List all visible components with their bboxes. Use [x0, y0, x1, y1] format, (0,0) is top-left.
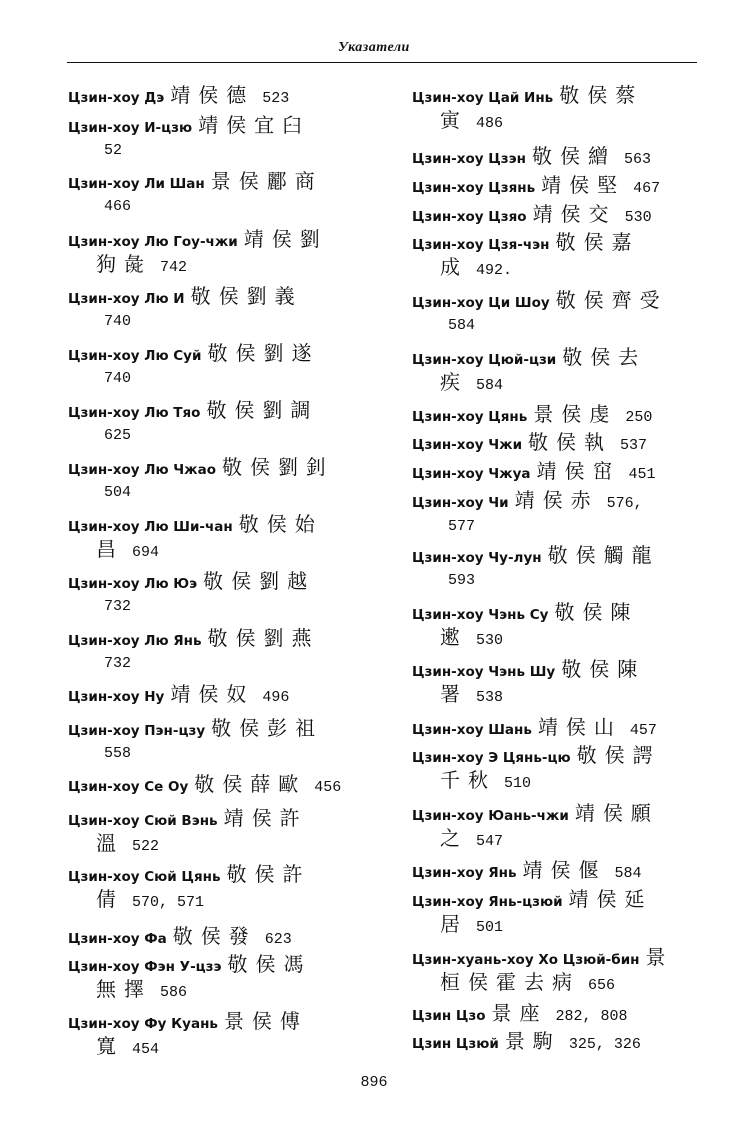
entry-characters: 靖侯窋	[536, 459, 621, 483]
entry-name: Цзин-хоу Лю Чжао	[68, 462, 217, 478]
entry-characters: 靖侯宜臼	[198, 113, 311, 137]
entry-continuation	[412, 769, 661, 795]
entry-name: Цзин-хоу Се Оу	[68, 779, 189, 795]
entry-continuation	[68, 253, 328, 279]
entry-page-ref: 732	[104, 598, 132, 615]
index-entry	[68, 84, 289, 110]
entry-name: Цзин-хоу Цзя-чэн	[412, 237, 550, 253]
entry-characters-cont: 遬	[440, 625, 468, 649]
entry-page-ref: 530	[476, 632, 504, 649]
entry-page-ref: 623	[264, 931, 292, 948]
index-entry	[412, 431, 647, 457]
entry-characters: 敬侯劉燕	[207, 626, 320, 650]
index-entry	[412, 946, 673, 997]
entry-characters: 敬侯許	[226, 862, 311, 886]
entry-characters: 靖侯堅	[541, 173, 626, 197]
entry-page-ref: 325, 326	[568, 1036, 641, 1053]
entry-characters: 敬侯觸龍	[547, 543, 660, 567]
entry-page-ref: 282, 808	[555, 1008, 628, 1025]
entry-name: Цзин Цзюй	[412, 1036, 499, 1052]
entry-page-ref: 593	[448, 572, 476, 589]
index-entry	[412, 601, 638, 652]
entry-page-ref: 523	[262, 90, 290, 107]
entry-continuation	[68, 310, 303, 333]
entry-name: Цзин-хоу Чи	[412, 495, 509, 511]
entry-name: Цзин-хоу Э Цянь-цю	[412, 750, 571, 766]
entry-page-ref: 52	[104, 142, 123, 159]
entry-page-ref: 656	[588, 977, 616, 994]
entry-characters: 靖侯奴	[170, 682, 255, 706]
entry-continuation	[68, 978, 312, 1004]
entry-name: Цзин-хоу Ну	[68, 689, 165, 705]
index-entry	[412, 346, 646, 397]
entry-page-ref: 625	[104, 427, 132, 444]
entry-page-ref: 576,	[606, 495, 643, 512]
entry-name: Цзин-хоу Лю Тяо	[68, 405, 201, 421]
entry-name: Цзин-хоу Янь	[412, 865, 517, 881]
index-entry	[412, 174, 660, 200]
entry-characters: 靖侯許	[223, 806, 308, 830]
entry-characters-cont: 狗彘	[96, 252, 152, 276]
entry-characters: 靖侯德	[170, 83, 255, 107]
entry-page-ref: 563	[623, 151, 651, 168]
index-entry	[68, 863, 311, 914]
entry-characters-cont: 昌	[96, 537, 124, 561]
entry-name: Цзин-хоу Цай Инь	[412, 90, 554, 106]
entry-name: Цзин-хоу Дэ	[68, 90, 165, 106]
entry-page-ref: 466	[104, 198, 132, 215]
entry-characters: 敬侯繒	[531, 144, 616, 168]
entry-page-ref: 584	[614, 865, 642, 882]
entry-characters-cont: 千秋	[440, 768, 496, 792]
index-entry	[412, 460, 656, 486]
index-entry	[68, 285, 303, 333]
entry-characters-cont: 署	[440, 682, 468, 706]
entry-characters: 敬侯蔡	[559, 83, 644, 107]
entry-page-ref: 510	[504, 775, 532, 792]
entry-continuation	[412, 569, 660, 592]
entry-page-ref: 584	[476, 377, 504, 394]
entry-continuation	[412, 256, 639, 282]
entry-characters: 敬侯劉調	[206, 398, 319, 422]
entry-name: Цзин-хоу Пэн-цзу	[68, 723, 206, 739]
entry-characters-cont: 倩	[96, 887, 124, 911]
index-entry	[412, 859, 642, 885]
entry-name: Цзин-хоу Чжи	[412, 437, 523, 453]
index-entry	[68, 228, 328, 279]
entry-name: Цзин-хоу Ли Шан	[68, 176, 205, 192]
index-entry	[412, 888, 653, 939]
entry-page-ref: 522	[132, 838, 160, 855]
index-entry	[68, 807, 308, 858]
index-entry	[412, 489, 643, 538]
entry-page-ref: 456	[314, 779, 342, 796]
index-entry	[412, 1002, 628, 1028]
entry-characters: 敬侯劉越	[203, 569, 316, 593]
entry-characters: 敬侯諤	[576, 743, 661, 767]
entry-continuation	[68, 652, 320, 675]
entry-characters: 敬侯陳	[554, 600, 639, 624]
entry-continuation	[68, 424, 318, 447]
entry-page-ref: 451	[628, 466, 656, 483]
entry-page-ref: 740	[104, 370, 132, 387]
entry-characters: 敬侯劉釗	[222, 455, 335, 479]
entry-name: Цзин-хоу Фа	[68, 931, 167, 947]
entry-characters-cont: 之	[440, 826, 468, 850]
entry-page-ref: 504	[104, 484, 132, 501]
entry-characters: 靖侯劉	[243, 227, 328, 251]
page-number: 896	[360, 1074, 388, 1091]
entry-continuation	[412, 683, 645, 709]
entry-characters: 敬侯劉遂	[207, 341, 320, 365]
entry-page-ref: 732	[104, 655, 132, 672]
index-entry	[412, 544, 660, 592]
entry-name: Цзин-хоу Чэнь Су	[412, 607, 549, 623]
entry-page-ref: 577	[448, 518, 476, 535]
entry-characters: 敬侯陳	[561, 657, 646, 681]
entry-continuation	[412, 371, 646, 397]
entry-continuation	[412, 827, 659, 853]
index-entry	[412, 1030, 641, 1056]
entry-characters: 敬侯去	[562, 345, 647, 369]
header-rule	[67, 62, 697, 63]
entry-characters: 敬侯馮	[227, 952, 312, 976]
entry-name: Цзин-хоу Лю Ши-чан	[68, 519, 233, 535]
index-entry	[68, 953, 312, 1004]
index-entry	[412, 802, 659, 853]
index-entry	[68, 513, 323, 564]
entry-continuation	[412, 971, 673, 997]
entry-page-ref: 537	[620, 437, 648, 454]
entry-continuation	[412, 109, 643, 135]
entry-continuation	[68, 538, 323, 564]
index-entry	[412, 658, 645, 709]
entry-name: Цзин-хоу Цюй-цзи	[412, 352, 557, 368]
entry-characters: 靖侯交	[532, 202, 617, 226]
entry-page-ref: 586	[160, 984, 188, 1001]
entry-name: Цзин-хуань-хоу Хо Цзюй-бин	[412, 952, 640, 968]
index-entry	[412, 744, 661, 795]
index-entry	[412, 145, 651, 171]
entry-continuation	[68, 195, 323, 218]
index-entry	[68, 570, 315, 618]
entry-name: Цзин-хоу Шань	[412, 722, 532, 738]
entry-page-ref: 492.	[476, 262, 513, 279]
entry-characters-cont: 成	[440, 255, 468, 279]
entry-name: Цзин-хоу И-цзю	[68, 120, 193, 136]
entry-characters: 靖侯山	[537, 715, 622, 739]
entry-name: Цзин-хоу Юань-чжи	[412, 808, 569, 824]
entry-name: Цзин Цзо	[412, 1008, 486, 1024]
entry-name: Цзин-хоу Чжуа	[412, 466, 531, 482]
entry-characters-cont: 居	[440, 912, 468, 936]
entry-continuation	[68, 832, 308, 858]
entry-page-ref: 530	[624, 209, 652, 226]
entry-continuation	[68, 742, 323, 765]
entry-page-ref: 486	[476, 115, 504, 132]
entry-characters: 敬侯始	[238, 512, 323, 536]
entry-characters: 靖侯偃	[522, 858, 607, 882]
entry-characters: 敬侯彭祖	[211, 716, 324, 740]
entry-name: Цзин-хоу Лю Янь	[68, 633, 202, 649]
entry-characters: 敬侯薛歐	[194, 772, 307, 796]
entry-name: Цзин-хоу Сюй Цянь	[68, 869, 221, 885]
index-entry	[68, 114, 310, 162]
entry-name: Цзин-хоу Фэн У-цзэ	[68, 959, 222, 975]
entry-characters-cont: 寅	[440, 108, 468, 132]
entry-characters: 靖侯願	[574, 801, 659, 825]
entry-characters-cont: 寬	[96, 1034, 124, 1058]
entry-characters: 景座	[491, 1001, 548, 1025]
entry-name: Цзин-хоу Чэнь Шу	[412, 664, 556, 680]
entry-name: Цзин-хоу Янь-цзюй	[412, 894, 563, 910]
entry-page-ref: 570, 571	[132, 894, 205, 911]
entry-name: Цзин-хоу Лю Юэ	[68, 576, 198, 592]
entry-characters: 敬侯劉義	[190, 284, 303, 308]
index-entry	[68, 773, 341, 799]
entry-continuation	[412, 515, 643, 538]
entry-page-ref: 558	[104, 745, 132, 762]
index-entry	[412, 203, 652, 229]
entry-characters: 靖侯赤	[514, 488, 599, 512]
entry-characters: 景侯虔	[533, 402, 618, 426]
entry-continuation	[68, 595, 315, 618]
entry-characters: 靖侯延	[568, 887, 653, 911]
entry-name: Цзин-хоу Цянь	[412, 409, 528, 425]
entry-name: Цзин-хоу Сюй Вэнь	[68, 813, 218, 829]
entry-continuation	[68, 481, 334, 504]
entry-continuation	[412, 314, 668, 337]
index-entry	[412, 716, 657, 742]
entry-page-ref: 454	[132, 1041, 160, 1058]
entry-page-ref: 740	[104, 313, 132, 330]
index-entry	[68, 925, 292, 951]
entry-continuation	[412, 913, 653, 939]
entry-name: Цзин-хоу Цзяо	[412, 209, 527, 225]
entry-page-ref: 694	[132, 544, 160, 561]
entry-name: Цзин-хоу Фу Куань	[68, 1016, 218, 1032]
entry-name: Цзин-хоу Цзянь	[412, 180, 536, 196]
entry-name: Цзин-хоу Лю Суй	[68, 348, 202, 364]
index-entry	[412, 84, 643, 135]
entry-name: Цзин-хоу Ци Шоу	[412, 295, 550, 311]
entry-continuation	[68, 888, 311, 914]
entry-name: Цзин-хоу Чу-лун	[412, 550, 542, 566]
entry-characters: 敬侯齊受	[555, 288, 668, 312]
index-entry	[68, 342, 319, 390]
entry-page-ref: 467	[633, 180, 661, 197]
index-entry	[68, 717, 323, 765]
entry-continuation	[68, 1035, 308, 1061]
entry-characters: 景侯酈商	[210, 169, 323, 193]
entry-characters-cont: 無擇	[96, 977, 152, 1001]
index-entry	[68, 399, 318, 447]
index-entry	[68, 456, 334, 504]
entry-page-ref: 538	[476, 689, 504, 706]
entry-characters-cont: 桓侯霍去病	[440, 970, 580, 994]
entry-characters-cont: 疾	[440, 370, 468, 394]
entry-page-ref: 742	[160, 259, 188, 276]
entry-page-ref: 547	[476, 833, 504, 850]
entry-name: Цзин-хоу Лю И	[68, 291, 185, 307]
index-entry	[68, 1010, 308, 1061]
index-entry	[68, 683, 289, 709]
entry-page-ref: 584	[448, 317, 476, 334]
entry-characters: 敬侯執	[528, 430, 613, 454]
index-entry	[68, 170, 323, 218]
entry-characters: 敬侯嘉	[555, 230, 640, 254]
index-entry	[412, 231, 639, 282]
entry-name: Цзин-хоу Лю Гоу-чжи	[68, 234, 238, 250]
entry-characters: 敬侯發	[172, 924, 257, 948]
index-entry	[68, 627, 320, 675]
entry-characters: 景	[645, 945, 674, 969]
entry-continuation	[412, 626, 638, 652]
entry-continuation	[68, 367, 319, 390]
index-entry	[412, 403, 652, 429]
index-entry	[412, 289, 668, 337]
entry-continuation	[68, 139, 310, 162]
entry-page-ref: 457	[629, 722, 657, 739]
entry-page-ref: 496	[262, 689, 290, 706]
entry-characters: 景侯傅	[223, 1009, 308, 1033]
entry-name: Цзин-хоу Цзэн	[412, 151, 526, 167]
entry-characters: 景駒	[504, 1029, 561, 1053]
page-header-title: Указатели	[338, 40, 410, 55]
entry-page-ref: 250	[625, 409, 653, 426]
entry-characters-cont: 溫	[96, 831, 124, 855]
entry-page-ref: 501	[476, 919, 504, 936]
